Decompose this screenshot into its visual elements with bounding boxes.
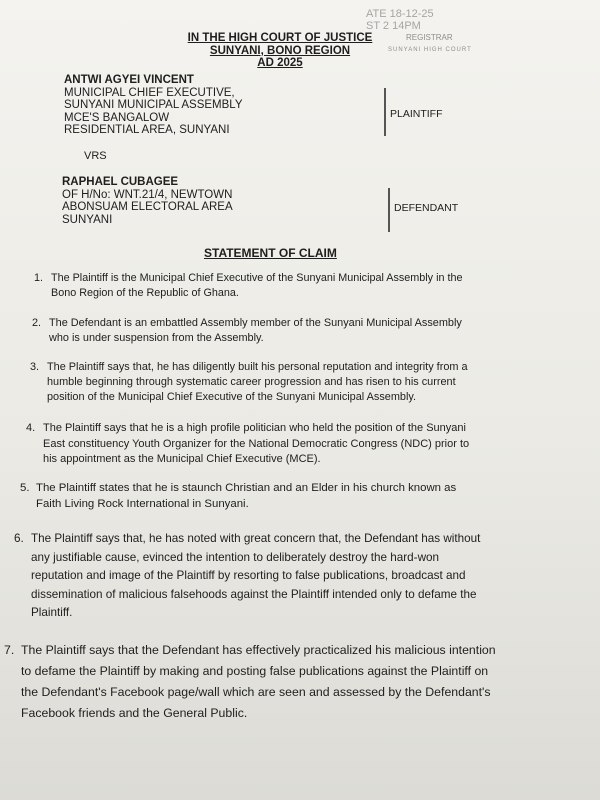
claim-paragraph — [26, 421, 469, 468]
defendant-role-label: DEFENDANT — [394, 202, 459, 214]
plaintiff-name: ANTWI AGYEI VINCENT — [64, 74, 194, 86]
stamp-registrar-sub: SUNYANI HIGH COURT — [388, 47, 472, 53]
claim-number: 6. — [14, 532, 24, 545]
plaintiff-address-line: RESIDENTIAL AREA, SUNYANI — [64, 124, 230, 136]
claim-paragraph — [34, 271, 463, 301]
versus-label: VRS — [84, 150, 107, 162]
defendant-name: RAPHAEL CUBAGEE — [62, 176, 179, 188]
claim-text: The Plaintiff says that the Defendant has effectively practicalized his malicious intention to defame the Plaintiff by making and posting false publications against the Plaintiff on the Defendant's Facebook page/wall which are seen and assessed by the Defendant's Facebook friends and the General Public. — [21, 643, 496, 720]
court-year: AD 2025 — [257, 57, 303, 69]
claim-text: The Plaintiff says that he is a high profile politician who held the position of the Sunyani East constituency Youth Organizer for the National Democratic Congress (NDC) prior to his appointment as the Municipal Chief Executive (MCE). — [43, 422, 470, 465]
claim-text: The Plaintiff states that he is staunch Christian and an Elder in his church known as Faith Living Rock International in Sunyani. — [36, 482, 457, 510]
claim-text: The Plaintiff is the Municipal Chief Executive of the Sunyani Municipal Assembly in the Bono Region of the Republic of Ghana. — [51, 272, 463, 299]
plaintiff-role-label: PLAINTIFF — [390, 108, 443, 120]
stamp-time: ST 2 14PM — [366, 20, 421, 32]
claim-paragraph — [32, 316, 462, 346]
plaintiff-address-line: MCE'S BANGALOW — [64, 111, 170, 124]
claim-paragraph — [4, 640, 496, 724]
plaintiff-address-line: MUNICIPAL CHIEF EXECUTIVE, — [64, 86, 235, 99]
claim-number: 2. — [32, 317, 42, 329]
plaintiff-address-line: SUNYANI MUNICIPAL ASSEMBLY — [64, 99, 243, 111]
claim-number: 7. — [4, 643, 15, 657]
defendant-address-line: OF H/No: WNT.21/4, NEWTOWN — [62, 188, 233, 201]
stamp-registrar: REGISTRAR — [406, 33, 453, 42]
defendant-address-line: ABONSUAM ELECTORAL AREA — [62, 201, 233, 213]
stamp-date: ATE 18-12-25 — [366, 8, 434, 20]
claim-paragraph — [14, 530, 480, 623]
claim-paragraph — [30, 360, 468, 405]
claim-number: 3. — [30, 361, 40, 373]
claim-number: 1. — [34, 272, 44, 284]
claim-text: The Defendant is an embattled Assembly member of the Sunyani Municipal Assembly who is under suspension from the Assembly. — [49, 317, 462, 344]
defendant-address-line: SUNYANI — [62, 213, 113, 226]
claim-paragraph — [20, 480, 456, 512]
claim-number: 5. — [20, 482, 30, 494]
claim-text: The Plaintiff says that, he has noted with great concern that, the Defendant has without any justifiable cause, evinced the intention to deliberately destroy the hard-won reputation and image of the Plaintiff by resorting to false publications, broadcast and dissemination of malicious falsehoods against the Plaintiff intended only to defame the Plaintiff. — [31, 532, 481, 619]
claim-number: 4. — [26, 422, 36, 434]
statement-of-claim-heading: STATEMENT OF CLAIM — [204, 246, 337, 260]
claim-text: The Plaintiff says that, he has diligently built his personal reputation and integrity from a humble beginning through systematic career progression and has risen to his current position of the Municipal Chief Executive of the Sunyani Municipal Assembly. — [47, 361, 468, 403]
court-location: SUNYANI, BONO REGION — [209, 44, 351, 57]
court-name: IN THE HIGH COURT OF JUSTICE — [187, 32, 373, 44]
